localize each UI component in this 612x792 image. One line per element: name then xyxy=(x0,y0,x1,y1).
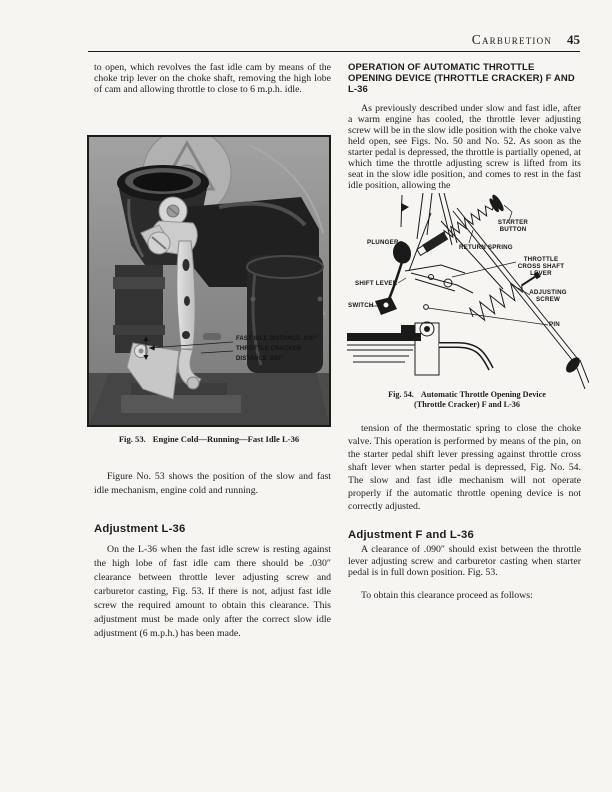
photo-label-throttle-cracker: THROTTLE CRACKER xyxy=(236,346,302,352)
heading-operation-automatic-throttle: OPERATION OF AUTOMATIC THROTTLE OPENING DEVICE (THROTTLE CRACKER) F AND L-36 xyxy=(348,62,575,95)
label-return-spring: RETURN SPRING xyxy=(459,244,513,251)
running-title: Carburetion xyxy=(471,32,552,47)
figure-53 xyxy=(87,135,331,444)
figure-53-caption-label: Fig. 53. xyxy=(118,434,146,444)
figure-53-caption xyxy=(87,434,331,444)
photo-label-fast-idle-distance: FAST IDLE DISTANCE .030″ xyxy=(236,336,318,342)
figure-53-photo xyxy=(87,135,331,427)
paragraph-choke-trip-lever: to open, which revolves the fast idle cam by means of the choke trip lever on the choke shaft, removing the high lobe of cam and allowing throttle to close to 6 m.p.h. idle. xyxy=(94,62,331,95)
engine-block-and-pipe xyxy=(347,322,491,375)
page-number: 45 xyxy=(567,32,580,47)
figure-54-caption-label: Fig. 54. xyxy=(388,390,414,399)
left-column xyxy=(94,62,331,641)
label-switch: SWITCH xyxy=(348,302,374,309)
pin-dot xyxy=(424,305,429,310)
shift-lever-arm xyxy=(389,259,403,299)
paragraph-operation: As previously described under slow and fast idle, after a warm engine has cooled, the throttle lever adjusting screw will be in the slow idle position with the choke valve held open, see Figs. No. 50 and No. 52. As soon as the starter pedal is depressed, the throttle is partially opened, at which time the throttle adjusting screw is lifted from its seat in the slow idle position, and comes to rest in the fast idle position, allowing the xyxy=(348,103,581,191)
paragraph-tension: tension of the thermostatic spring to close the choke valve. This operation is performed by means of the pin, on the starter pedal shift lever pressing against throttle cross shaft lever when starter pedal is depressed, Fig. No. 54. The slow and fast idle mechanism will not operate properly if the automatic throttle opening device is not correctly adjusted. xyxy=(348,423,581,512)
figure-54 xyxy=(345,193,589,409)
label-throttle-cross-shaft-lever: THROTTLE CROSS SHAFT LEVER xyxy=(517,256,565,277)
page-header xyxy=(88,31,580,49)
paragraph-figure-53-reference: Figure No. 53 shows the position of the slow and fast idle mechanism, engine cold and running. xyxy=(94,471,331,496)
heading-adjustment-f-l36: Adjustment F and L-36 xyxy=(348,529,474,541)
header-rule xyxy=(88,51,580,52)
figure-54-caption-line2: (Throttle Cracker) F and L-36 xyxy=(414,399,520,409)
figure-53-caption-text: Engine Cold—Running—Fast Idle L-36 xyxy=(152,434,300,444)
throttle-cross-shaft-lever-cluster xyxy=(405,265,473,309)
starter-pedal-rod xyxy=(453,208,589,389)
label-pin: PIN xyxy=(549,321,560,328)
label-adjusting-screw: ADJUSTING SCREW xyxy=(529,289,567,303)
photo-bottom-shadow xyxy=(89,373,329,425)
paragraph-proceed: To obtain this clearance proceed as follows: xyxy=(361,589,533,601)
heading-adjustment-l36: Adjustment L-36 xyxy=(94,523,186,535)
paragraph-adjustment-l36: On the L-36 when the fast idle screw is resting against the high lobe of fast idle cam there should be .030″ clearance between throttle lever adjusting screw and carburetor casting, Fig. 53. If there is not, adjust fast idle screw the required amount to obtain this clearance. This adjustment must be made only after the correct slow idle adjustment (6 m.p.h.) has been made. xyxy=(94,544,331,639)
figure-54-diagram xyxy=(345,193,589,389)
label-shift-lever: SHIFT LEVER xyxy=(355,280,398,287)
label-plunger: PLUNGER xyxy=(367,239,399,246)
paragraph-clearance: A clearance of .090″ should exist between the throttle lever adjusting screw and carburetor casting when starter pedal is in full down position. Fig. 53. xyxy=(348,544,581,578)
figure-54-caption xyxy=(345,390,589,409)
carburetor-photo-illustration xyxy=(89,137,329,425)
label-starter-button: STARTER BUTTON xyxy=(497,219,529,233)
photo-label-distance: DISTANCE .090″ xyxy=(236,356,284,362)
figure-54-caption-line1: Automatic Throttle Opening Device xyxy=(420,390,546,399)
right-column xyxy=(348,62,581,601)
